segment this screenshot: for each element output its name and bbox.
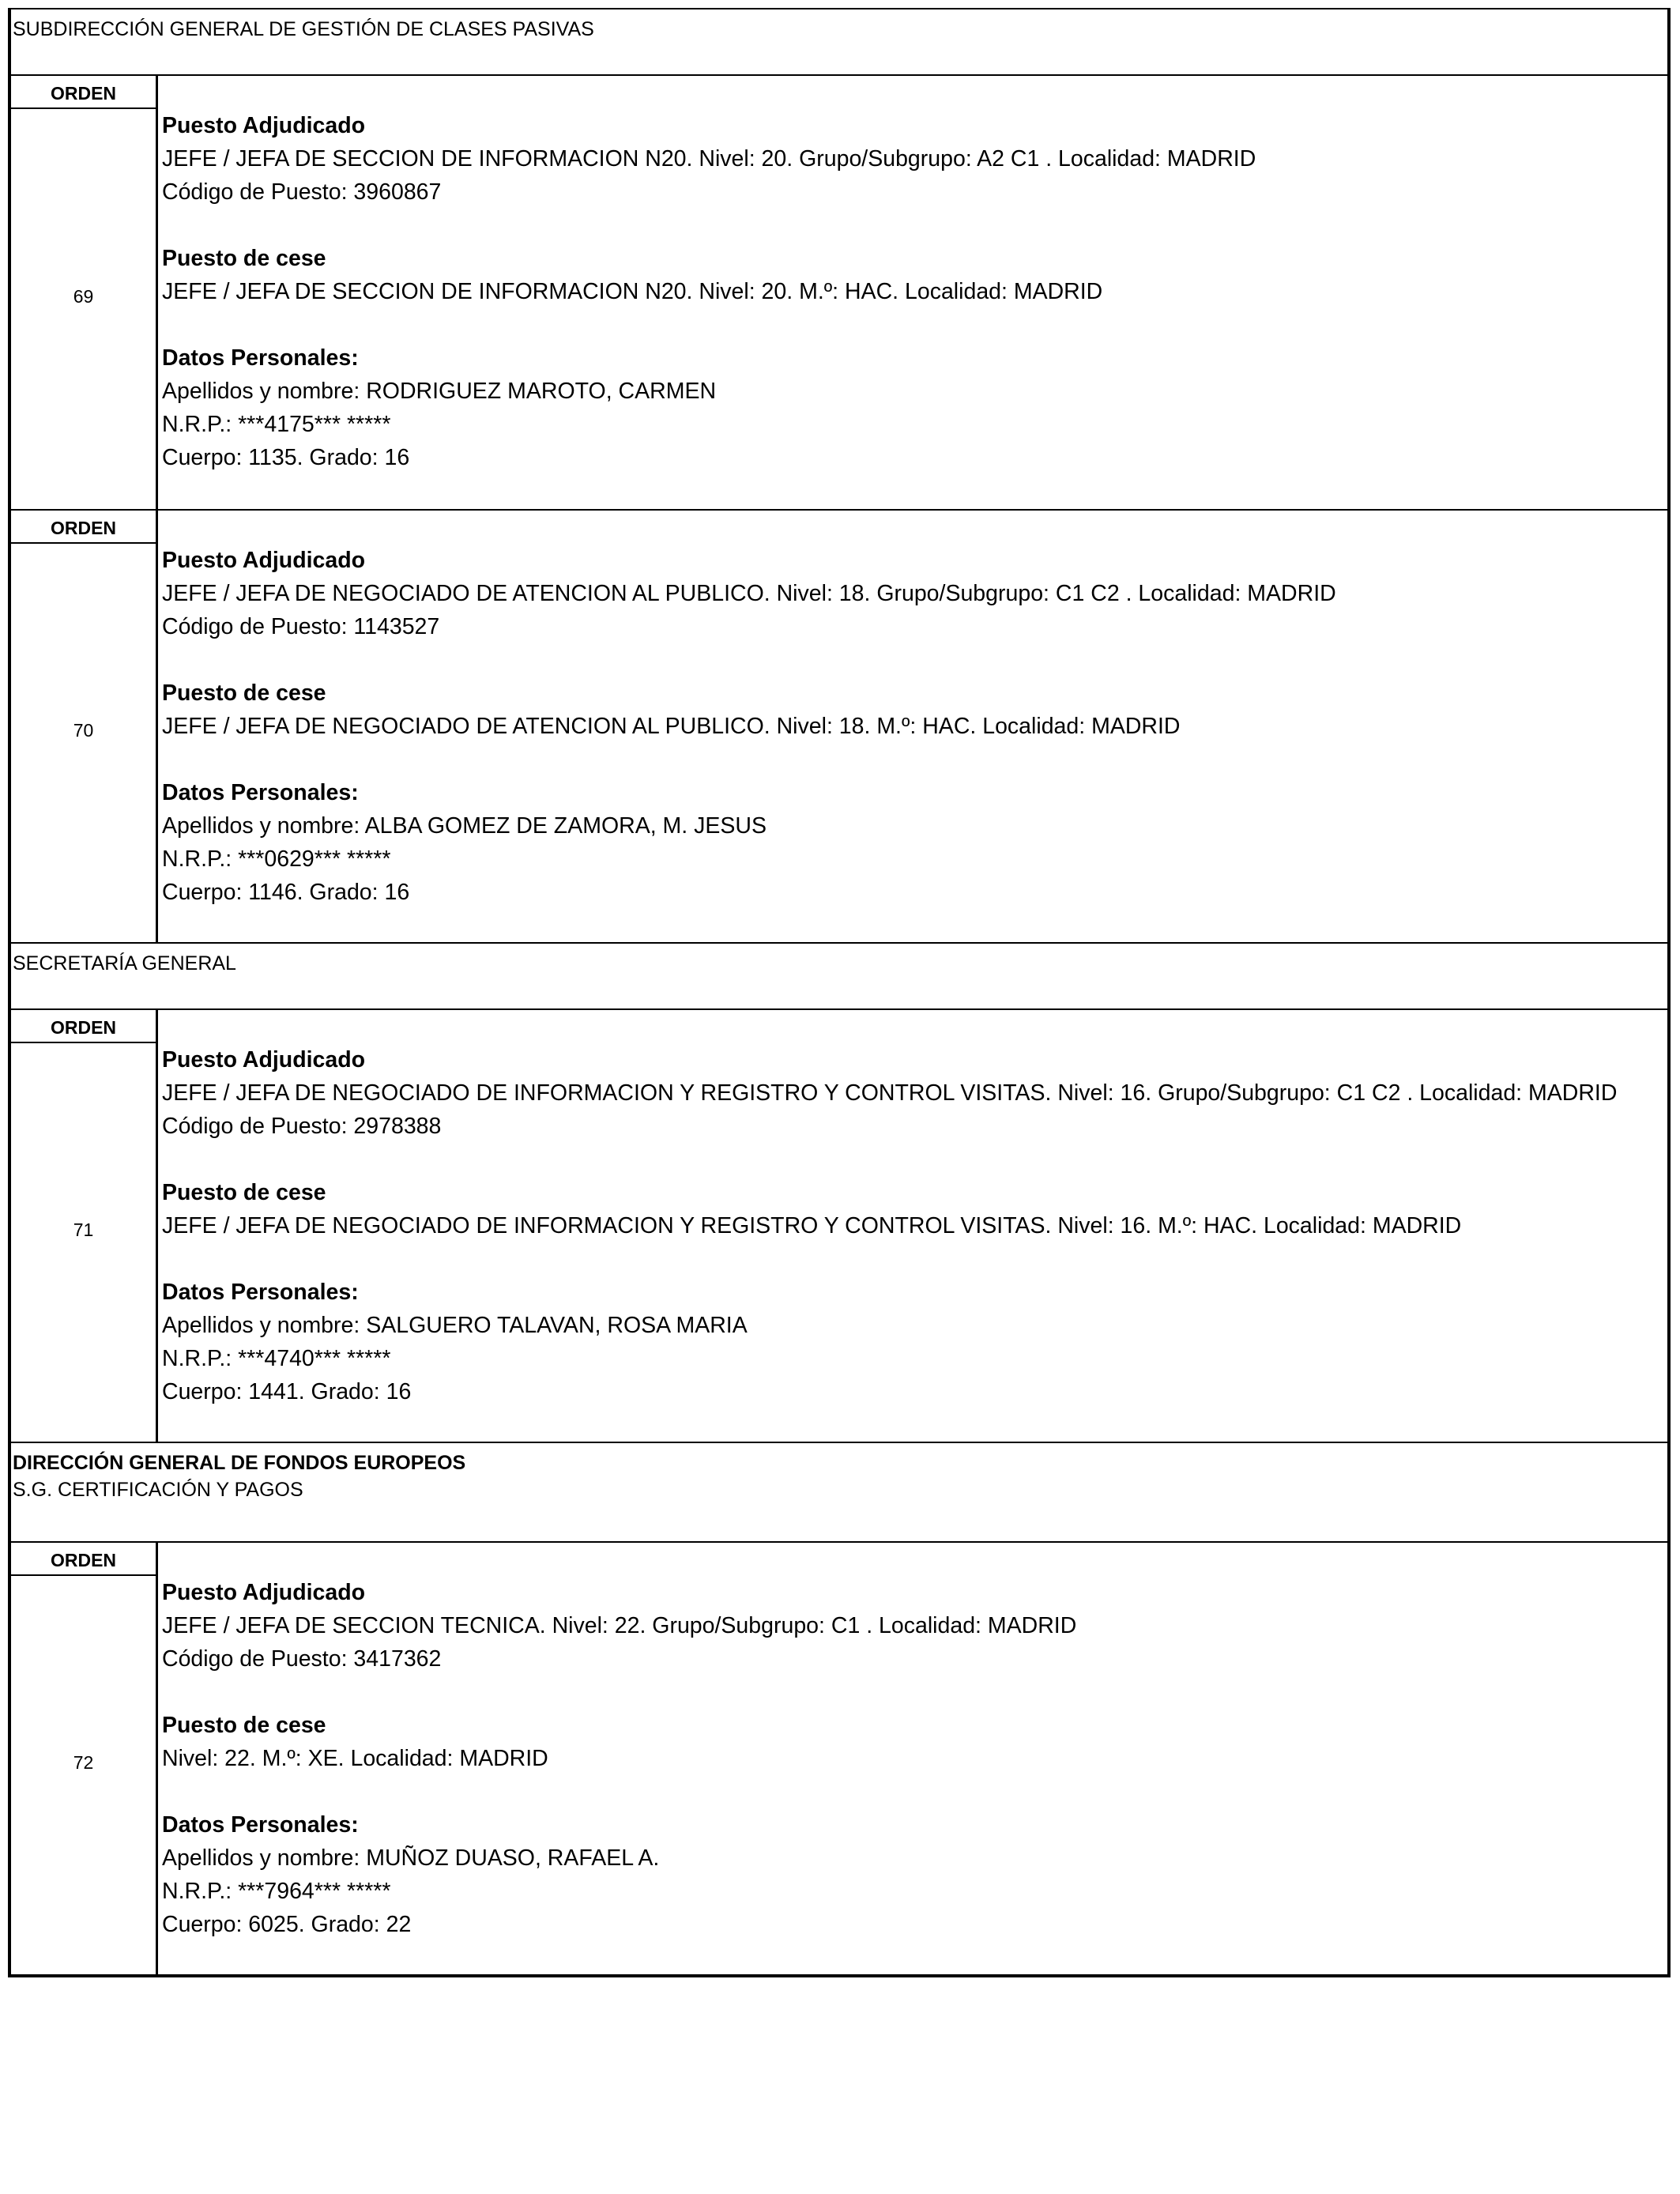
nrp: N.R.P.: ***7964*** ***** bbox=[162, 1879, 391, 1904]
cese-line: JEFE / JEFA DE NEGOCIADO DE ATENCION AL PUBLICO. Nivel: 18. M.º: HAC. Localidad: MADRID bbox=[162, 714, 1181, 739]
section-heading-bold: DIRECCIÓN GENERAL DE FONDOS EUROPEOS bbox=[13, 1452, 466, 1474]
entry-content bbox=[158, 511, 1667, 942]
adjudicado-line: JEFE / JEFA DE NEGOCIADO DE ATENCION AL PUBLICO. Nivel: 18. Grupo/Subgrupo: C1 C2 . Localidad: MADRID bbox=[162, 581, 1336, 606]
entry-content bbox=[158, 76, 1667, 509]
entry-71 bbox=[11, 1008, 1667, 1442]
nombre: Apellidos y nombre: SALGUERO TALAVAN, ROSA MARIA bbox=[162, 1313, 748, 1338]
orden-number: 69 bbox=[73, 285, 94, 307]
adjudicado-title: Puesto Adjudicado bbox=[162, 113, 366, 138]
orden-label: ORDEN bbox=[11, 1543, 156, 1576]
section-fondos-europeos bbox=[11, 1442, 1667, 1541]
datos-title: Datos Personales: bbox=[162, 345, 359, 371]
adjudicado-title: Puesto Adjudicado bbox=[162, 1580, 366, 1605]
orden-number: 72 bbox=[73, 1751, 94, 1773]
cese-line: JEFE / JEFA DE NEGOCIADO DE INFORMACION Y REGISTRO Y CONTROL VISITAS. Nivel: 16. M.º: HAC. Localidad: MADRID bbox=[162, 1213, 1462, 1238]
cuerpo: Cuerpo: 6025. Grado: 22 bbox=[162, 1912, 412, 1937]
orden-cell bbox=[11, 1543, 158, 1974]
orden-cell bbox=[11, 76, 158, 509]
nombre: Apellidos y nombre: RODRIGUEZ MAROTO, CARMEN bbox=[162, 379, 717, 404]
adjudicado-line: JEFE / JEFA DE SECCION TECNICA. Nivel: 22. Grupo/Subgrupo: C1 . Localidad: MADRID bbox=[162, 1613, 1077, 1638]
orden-label: ORDEN bbox=[11, 511, 156, 544]
orden-label: ORDEN bbox=[11, 1010, 156, 1043]
nrp: N.R.P.: ***4740*** ***** bbox=[162, 1346, 391, 1371]
datos-title: Datos Personales: bbox=[162, 1812, 359, 1838]
document-table bbox=[8, 8, 1671, 1977]
orden-number: 70 bbox=[73, 719, 94, 741]
cuerpo: Cuerpo: 1135. Grado: 16 bbox=[162, 445, 410, 470]
section-heading-text: SUBDIRECCIÓN GENERAL DE GESTIÓN DE CLASES PASIVAS bbox=[13, 18, 594, 40]
orden-label: ORDEN bbox=[11, 76, 156, 109]
datos-title: Datos Personales: bbox=[162, 780, 359, 805]
codigo-puesto: Código de Puesto: 3960867 bbox=[162, 179, 442, 205]
cese-title: Puesto de cese bbox=[162, 680, 326, 706]
orden-cell bbox=[11, 511, 158, 942]
cese-line: Nivel: 22. M.º: XE. Localidad: MADRID bbox=[162, 1746, 548, 1771]
cese-title: Puesto de cese bbox=[162, 246, 326, 271]
entry-content bbox=[158, 1010, 1667, 1442]
adjudicado-line: JEFE / JEFA DE NEGOCIADO DE INFORMACION Y REGISTRO Y CONTROL VISITAS. Nivel: 16. Grupo/Subgrupo: C1 C2 . Localidad: MADRID bbox=[162, 1080, 1618, 1106]
nombre: Apellidos y nombre: MUÑOZ DUASO, RAFAEL A. bbox=[162, 1845, 660, 1871]
section-secretaria-general bbox=[11, 942, 1667, 1008]
cuerpo: Cuerpo: 1146. Grado: 16 bbox=[162, 880, 410, 905]
section-clases-pasivas bbox=[11, 8, 1667, 74]
adjudicado-title: Puesto Adjudicado bbox=[162, 548, 366, 573]
orden-number: 71 bbox=[73, 1219, 94, 1240]
section-heading bbox=[11, 1443, 1667, 1503]
codigo-puesto: Código de Puesto: 2978388 bbox=[162, 1114, 442, 1139]
entry-70 bbox=[11, 509, 1667, 942]
nrp: N.R.P.: ***4175*** ***** bbox=[162, 412, 391, 437]
cese-line: JEFE / JEFA DE SECCION DE INFORMACION N20. Nivel: 20. M.º: HAC. Localidad: MADRID bbox=[162, 279, 1103, 304]
cuerpo: Cuerpo: 1441. Grado: 16 bbox=[162, 1379, 412, 1404]
codigo-puesto: Código de Puesto: 3417362 bbox=[162, 1646, 442, 1672]
cese-title: Puesto de cese bbox=[162, 1180, 326, 1205]
section-heading-text: SECRETARÍA GENERAL bbox=[13, 952, 236, 974]
entry-72 bbox=[11, 1541, 1667, 1977]
adjudicado-title: Puesto Adjudicado bbox=[162, 1047, 366, 1072]
nombre: Apellidos y nombre: ALBA GOMEZ DE ZAMORA, M. JESUS bbox=[162, 813, 767, 839]
datos-title: Datos Personales: bbox=[162, 1280, 359, 1305]
codigo-puesto: Código de Puesto: 1143527 bbox=[162, 614, 440, 639]
adjudicado-line: JEFE / JEFA DE SECCION DE INFORMACION N20. Nivel: 20. Grupo/Subgrupo: A2 C1 . Localidad: MADRID bbox=[162, 146, 1256, 172]
cese-title: Puesto de cese bbox=[162, 1713, 326, 1738]
entry-69 bbox=[11, 74, 1667, 509]
entry-content bbox=[158, 1543, 1667, 1974]
orden-cell bbox=[11, 1010, 158, 1442]
nrp: N.R.P.: ***0629*** ***** bbox=[162, 846, 391, 872]
section-heading bbox=[11, 9, 1667, 43]
section-heading-text: S.G. CERTIFICACIÓN Y PAGOS bbox=[13, 1479, 303, 1501]
section-heading bbox=[11, 944, 1667, 977]
